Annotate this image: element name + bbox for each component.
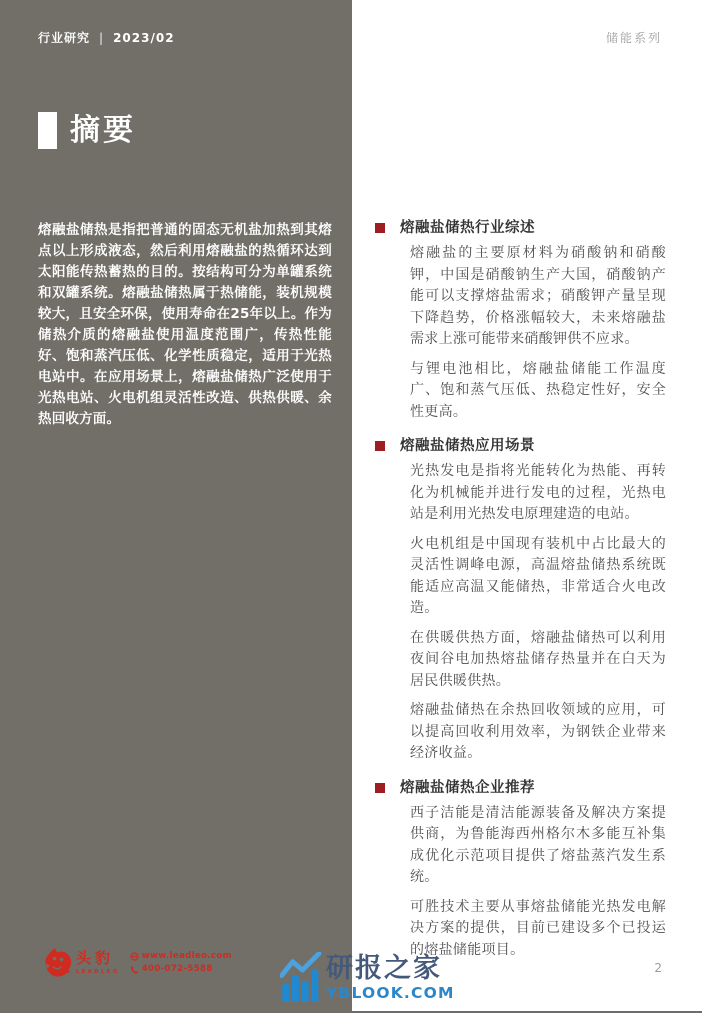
yblook-watermark [280, 952, 455, 1002]
section-bullet-icon [375, 783, 385, 793]
watermark-text [326, 954, 455, 1002]
section-header [375, 436, 666, 456]
summary-body-text: 熔融盐储热是指把普通的固态无机盐加热到其熔点以上形成液态，然后利用熔融盐的热循环达到太阳能传热蓄热的目的。按结构可分为单罐系统和双罐系统。熔融盐储热属于热储能，装机规模较大，且安全环保，使用寿命在25年以上。作为储热介质的熔融盐使用温度范围广，传热性能好、饱和蒸汽压低、化学性质稳定，适用于光热电站中。在应用场景上，熔融盐储热广泛使用于光热电站、火电机组灵活性改造、供热供暖、余热回收方面。 [38, 222, 332, 427]
header-date: 2023/02 [113, 30, 175, 45]
page-number: 2 [654, 961, 662, 975]
globe-icon [130, 952, 139, 961]
section-paragraph: 光热发电是指将光能转化为热能、再转化为机械能并进行发电的过程，光热电站是利用光热发电原理建造的电站。 [410, 463, 666, 522]
content-column [375, 218, 666, 974]
logo-text [76, 948, 120, 975]
header-separator: | [99, 30, 105, 45]
header-category: 行业研究 [38, 31, 91, 45]
header-left [38, 29, 175, 46]
logo-contact [130, 951, 232, 974]
logo-cn-text: 头豹 [76, 949, 115, 967]
watermark-title: 研报之家 [326, 953, 442, 984]
section-company-recommendation [375, 778, 666, 962]
section-bullet-icon [375, 223, 385, 233]
section-paragraph: 熔融盐储热在余热回收领域的应用，可以提高回收利用效率，为钢铁企业带来经济收益。 [410, 702, 666, 761]
phone-row [130, 964, 232, 974]
watermark-chart-icon [280, 952, 322, 1002]
section-title: 熔融盐储热应用场景 [400, 438, 535, 454]
summary-title-row [38, 112, 136, 149]
header-series: 储能系列 [605, 31, 662, 45]
website-row [130, 951, 232, 961]
section-paragraph: 熔融盐的主要原材料为硝酸钠和硝酸钾，中国是硝酸钠生产大国，硝酸钠产能可以支撑熔盐需求；硝酸钾产量呈现下降趋势，价格涨幅较大，未来熔融盐需求上涨可能带来硝酸钾供不应求。 [410, 245, 666, 347]
summary-title-bar [38, 112, 57, 149]
section-paragraph: 可胜技术主要从事熔盐储能光热发电解决方案的提供，目前已建设多个已投运的熔盐储能项目。 [410, 898, 666, 958]
section-application-scenarios [375, 436, 666, 765]
section-title: 熔融盐储热行业综述 [400, 220, 535, 236]
section-paragraph: 西子洁能是清洁能源装备及解决方案提供商，为鲁能海西州格尔木多能互补集成优化示范项目提供了熔盐蒸汽发生系统。 [410, 804, 666, 885]
watermark-domain: YBLOOK.COM [326, 984, 455, 1002]
phone-text: 400-072-5588 [141, 964, 213, 974]
section-title: 熔融盐储热企业推荐 [400, 779, 535, 796]
summary-title: 摘要 [70, 113, 136, 148]
section-paragraph: 火电机组是中国现有装机中占比最大的灵活性调峰电源，高温熔盐储热系统既能适应高温又能储热，非常适合火电改造。 [410, 535, 666, 616]
logo-en-text: LEADLEO [76, 969, 120, 975]
section-header [375, 218, 666, 238]
leopard-icon [44, 948, 72, 978]
phone-icon [130, 965, 139, 974]
section-paragraph: 与锂电池相比，熔融盐储能工作温度广、饱和蒸气压低、热稳定性好，安全性更高。 [410, 360, 666, 420]
section-bullet-icon [375, 441, 385, 451]
section-header [375, 778, 666, 798]
leadleo-logo [44, 948, 232, 978]
website-text: www.leadleo.com [141, 951, 232, 961]
section-industry-overview [375, 218, 666, 423]
section-paragraph: 在供暖供热方面，熔融盐储热可以利用夜间谷电加热熔盐储存热量并在白天为居民供暖供热。 [410, 629, 666, 689]
